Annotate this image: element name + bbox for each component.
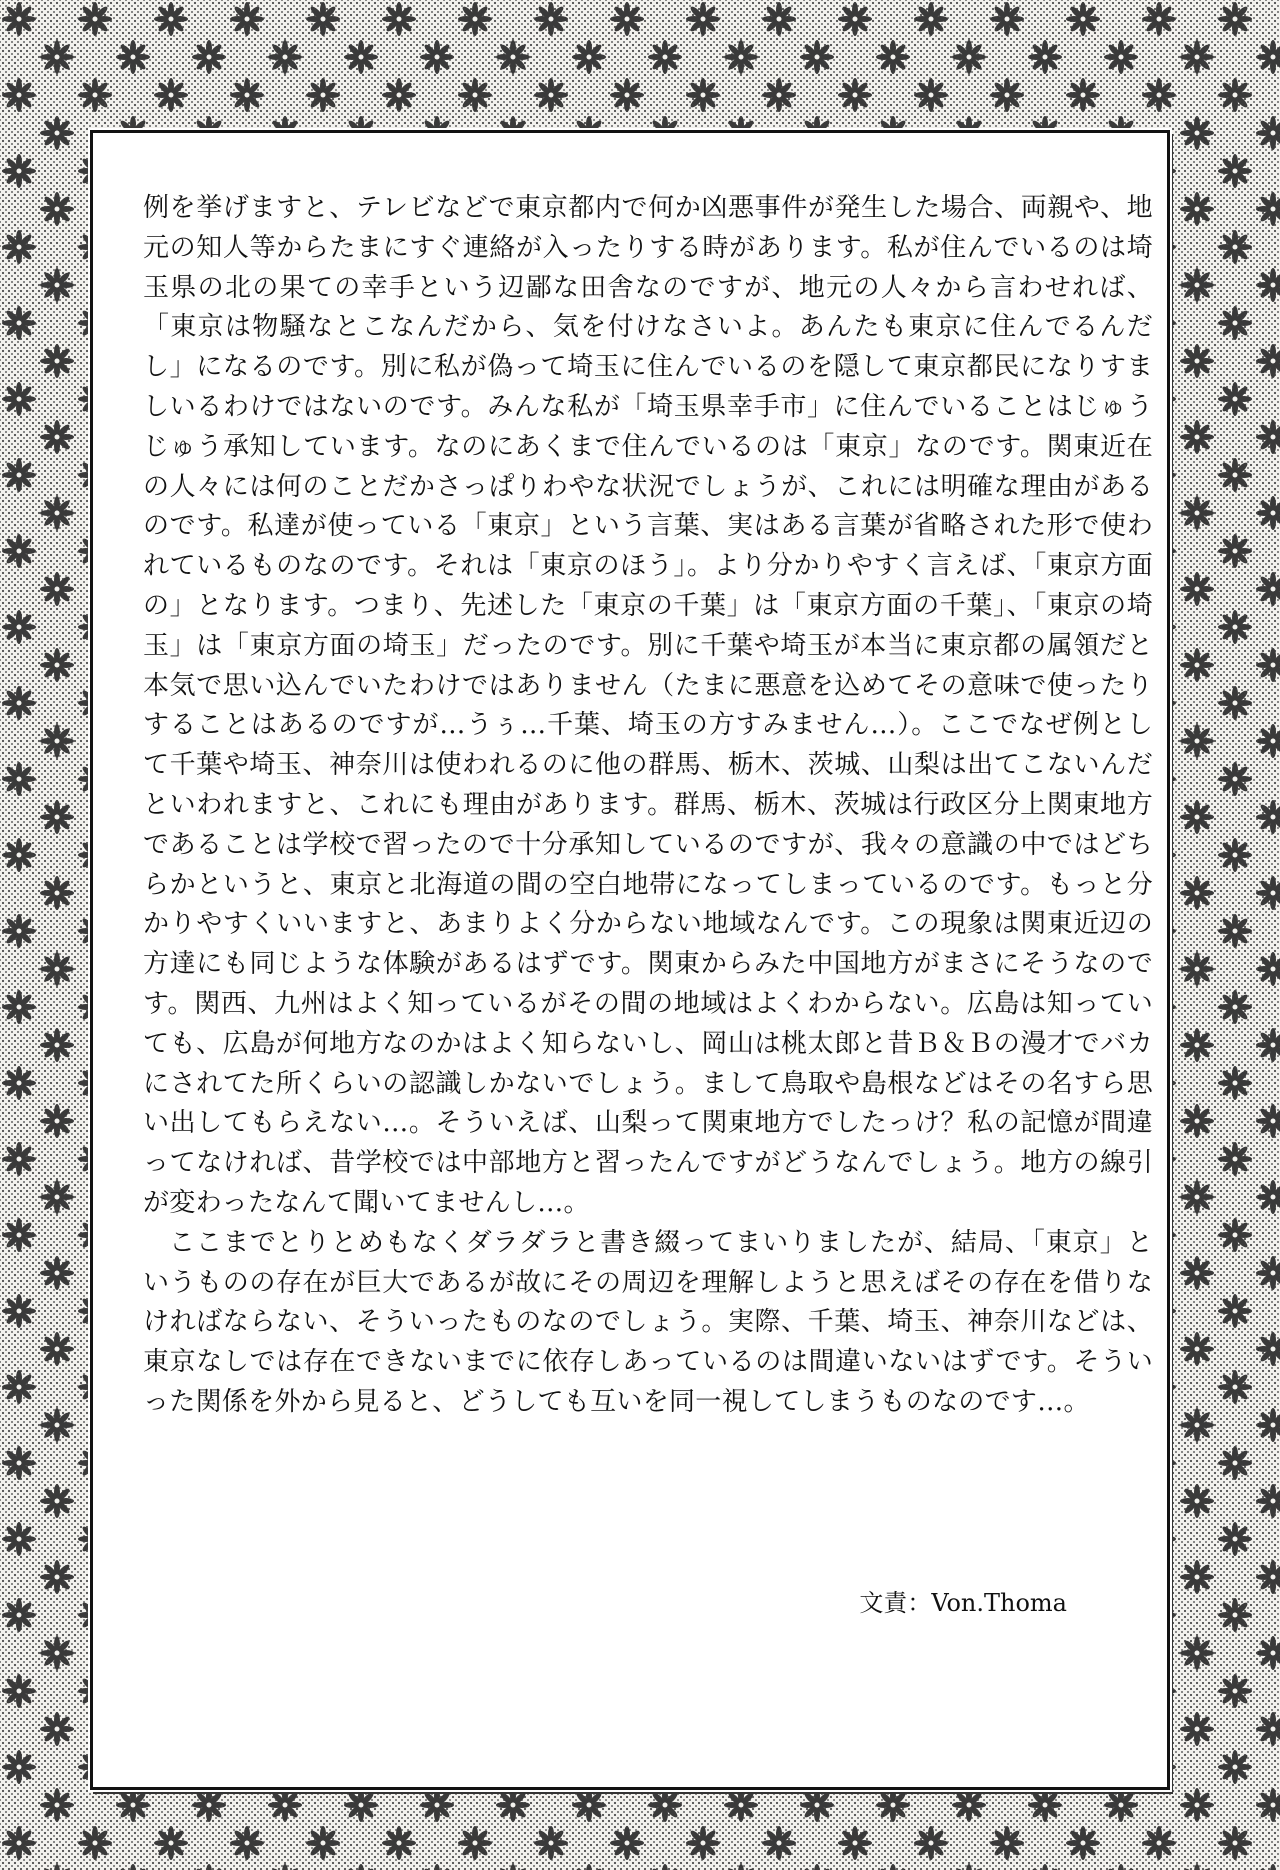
- paragraph: 例を挙げますと、テレビなどで東京都内で何か凶悪事件が発生した場合、両親や、地元の知人等からたまにすぐ連絡が入ったりする時があります。私が住んでいるのは埼玉県の北の果ての幸手という辺鄙な田舎なのですが、地元の人々から言わせれば、「東京は物騒なとこなんだから、気を付けなさいよ。あんたも東京に住んでるんだし」になるのです。別に私が偽って埼玉に住んでいるのを隠して東京都民になりすましいるわけではないのです。みんな私が「埼玉県幸手市」に住んでいることはじゅうじゅう承知しています。なのにあくまで住んでいるのは「東京」なのです。関東近在の人々には何のことだかさっぱりわやな状況でしょうが、これには明確な理由があるのです。私達が使っている「東京」という言葉、実はある言葉が省略された形で使われているものなのです。それは「東京のほう」。より分かりやすく言えば、「東京方面の」となります。つまり、先述した「東京の千葉」は「東京方面の千葉」、「東京の埼玉」は「東京方面の埼玉」だったのです。別に千葉や埼玉が本当に東京都の属領だと本気で思い込んでいたわけではありません（たまに悪意を込めてその意味で使ったりすることはあるのですが…うぅ…千葉、埼玉の方すみません…）。ここでなぜ例として千葉や埼玉、神奈川は使われるのに他の群馬、栃木、茨城、山梨は出てこないんだといわれますと、これにも理由があります。群馬、栃木、茨城は行政区分上関東地方であることは学校で習ったので十分承知しているのですが、我々の意識の中ではどちらかというと、東京と北海道の間の空白地帯になってしまっているのです。もっと分かりやすくいいますと、あまりよく分からない地域なんです。この現象は関東近辺の方達にも同じような体験があるはずです。関東からみた中国地方がまさにそうなのです。関西、九州はよく知っているがその間の地域はよくわからない。広島は知っていても、広島が何地方なのかはよく知らないし、岡山は桃太郎と昔Ｂ＆Ｂの漫才でバカにされてた所くらいの認識しかないでしょう。まして鳥取や島根などはその名すら思い出してもらえない…。そういえば、山梨って関東地方でしたっけ？私の記憶が間違ってなければ、昔学校では中部地方と習ったんですがどうなんでしょう。地方の線引が変わったなんて聞いてませんし…。: [143, 193, 1153, 1218]
- article-body: [143, 189, 1153, 1423]
- text-panel: [90, 130, 1170, 1790]
- author-byline: 文責：Von.Thoma: [859, 1589, 1067, 1617]
- paragraph: ここまでとりとめもなくダラダラと書き綴ってまいりましたが、結局、「東京」というものの存在が巨大であるが故にその周辺を理解しようと思えばその存在を借りなければならない、そういったものなのでしょう。実際、千葉、埼玉、神奈川などは、東京なしでは存在できないまでに依存しあっているのは間違いないはずです。そういった関係を外から見ると、どうしても互いを同一視してしまうものなのです…。: [143, 1227, 1153, 1417]
